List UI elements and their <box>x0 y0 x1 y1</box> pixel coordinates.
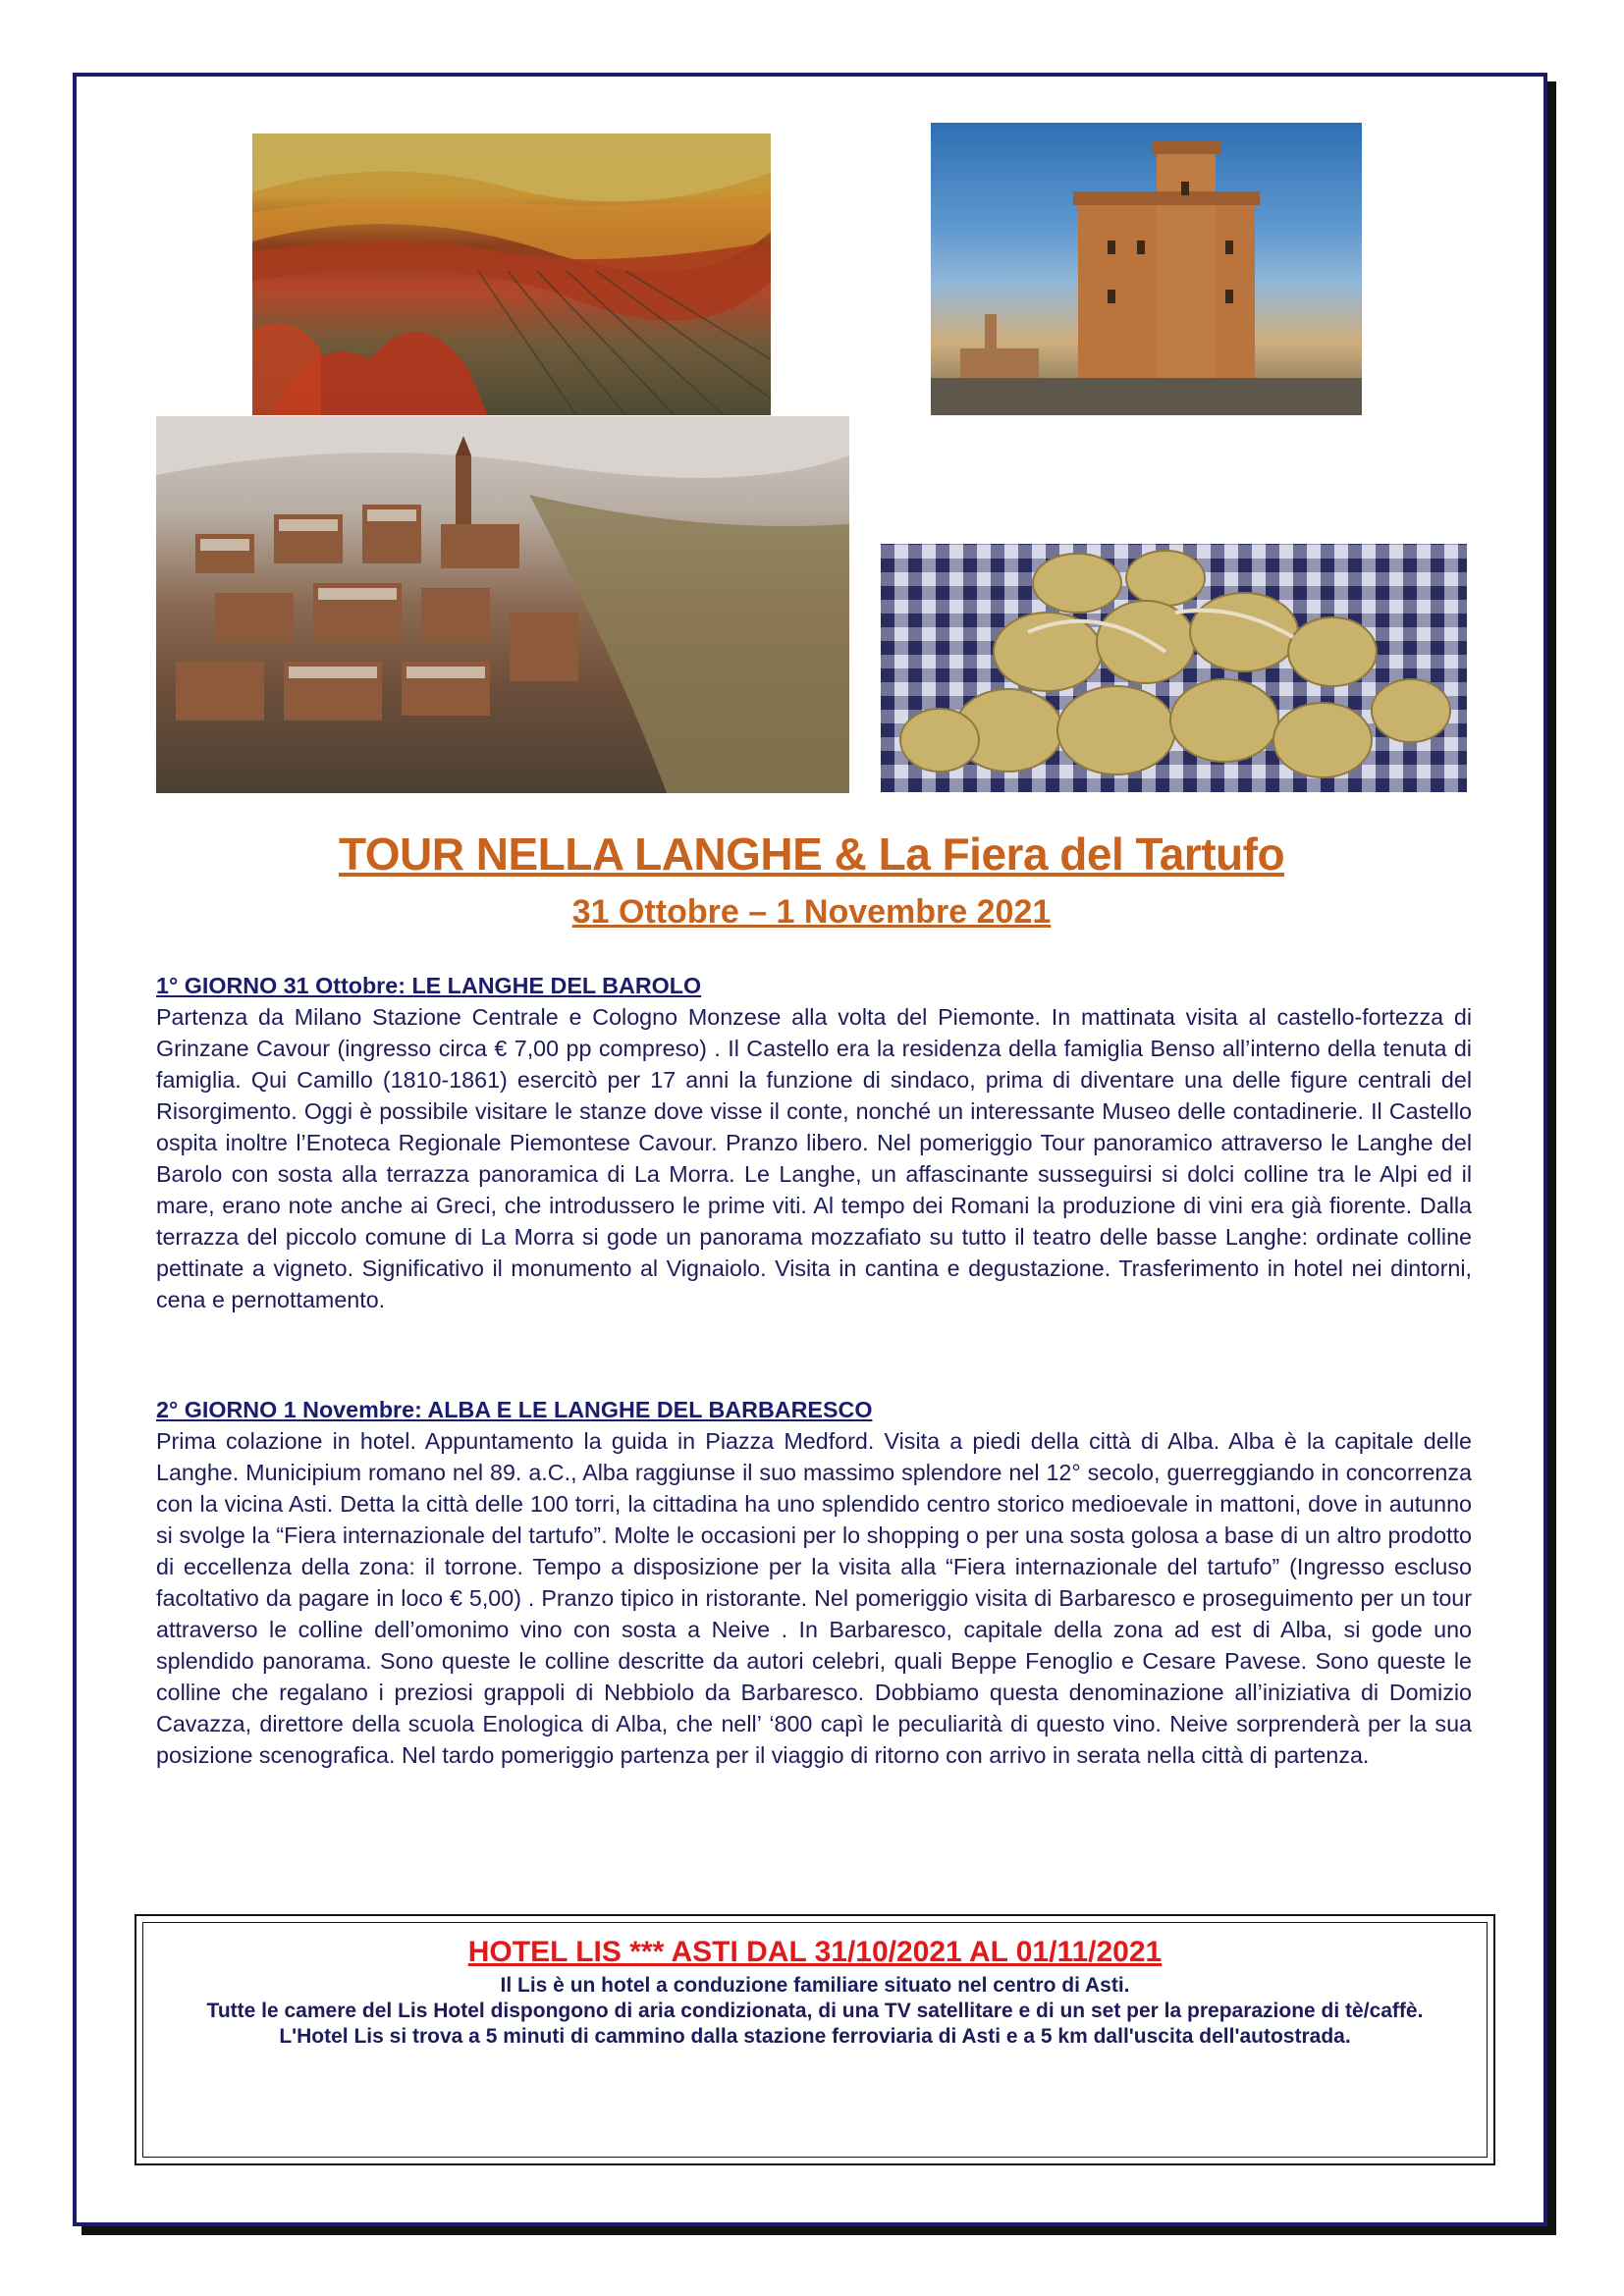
vineyard-photo <box>252 133 771 415</box>
day1-section <box>156 970 1472 1315</box>
day2-body: Prima colazione in hotel. Appuntamento la guida in Piazza Medford. Visita a piedi della città di Alba. Alba è la capitale delle Langhe. Municipium romano nel 89. a.C., Alba raggiunse il suo massimo splendore nel 12° secolo, guerreggiando in concorrenza con la vicina Asti. Detta la città delle 100 torri, la cittadina ha uno splendido centro storico medioevale in mattoni, dove in autunno si svolge la “Fiera internazionale del tartufo”. Molte le occasioni per lo shopping o per una sosta golosa a base di un altro prodotto di eccellenza della zona: il torrone. Tempo a disposizione per la visita alla “Fiera internazionale del tartufo” (Ingresso escluso facoltativo da pagare in loco € 5,00) . Pranzo tipico in ristorante. Nel pomeriggio visita di Barbaresco e proseguimento per un tour attraverso le colline dell’omonimo vino con sosta a Neive . In Barbaresco, capitale della zona ad est di Alba, si gode uno splendido panorama. Sono queste le colline descritte da autori celebri, quali Beppe Fenoglio e Cesare Pavese. Sono queste le colline che regalano i preziosi grappoli di Nebbiolo da Barbaresco. Dobbiamo questa denominazione all’iniziativa di Domizio Cavazza, direttore della scuola Enologica di Alba, che nell’ ‘800 capì le peculiarità di questo vino. Neive sorprenderà per la sua posizione scenografica. Nel tardo pomeriggio partenza per il viaggio di ritorno con arrivo in serata nella città di partenza. <box>156 1428 1472 1768</box>
day2-heading: 2° GIORNO 1 Novembre: ALBA E LE LANGHE DEL BARBARESCO <box>156 1397 873 1422</box>
day1-body: Partenza da Milano Stazione Centrale e Cologno Monzese alla volta del Piemonte. In mattinata visita al castello-fortezza di Grinzane Cavour (ingresso circa € 7,00 pp compreso) . Il Castello era la residenza della famiglia Benso all’interno della tenuta di famiglia. Qui Camillo (1810-1861) esercitò per 17 anni la funzione di sindaco, prima di diventare una delle figure centrali del Risorgimento. Oggi è possibile visitare le stanze dove visse il conte, nonché un interessante Museo delle contadinerie. Il Castello ospita inoltre l’Enoteca Regionale Piemontese Cavour. Pranzo libero. Nel pomeriggio Tour panoramico attraverso le Langhe del Barolo con sosta alla terrazza panoramica di La Morra. Le Langhe, un affascinante susseguirsi si dolci colline tra le Alpi ed il mare, erano note anche ai Greci, che introdussero le prime viti. Al tempo dei Romani la produzione di vini era già fiorente. Dalla terrazza del piccolo comune di La Morra si gode un panorama mozzafiato su tutto il teatro delle basse Langhe: ordinate colline pettinate a vigneto. Significativo il monumento al Vignaiolo. Visita in cantina e degustazione. Trasferimento in hotel nei dintorni, cena e pernottamento. <box>156 1004 1472 1312</box>
hotel-line-2: Tutte le camere del Lis Hotel dispongono di aria condizionata, di una TV satellitare e di un set per la preparazione di tè/caffè. L'Hotel Lis si trova a 5 minuti di cammino dalla stazione ferroviaria di Asti e a 5 km dall'uscita dell'autostrada. <box>206 2000 1424 2048</box>
tour-title: TOUR NELLA LANGHE & La Fiera del Tartufo <box>338 828 1285 880</box>
hotel-line-1: Il Lis è un hotel a conduzione familiare situato nel centro di Asti. <box>500 1974 1130 1997</box>
hotel-title: HOTEL LIS *** ASTI DAL 31/10/2021 AL 01/11/2021 <box>467 1936 1163 1968</box>
hotel-description <box>176 1973 1454 2050</box>
hotel-info-box <box>135 1914 1495 2165</box>
castle-photo <box>931 123 1362 415</box>
truffles-photo <box>881 544 1467 792</box>
day2-section <box>156 1394 1472 1771</box>
tour-dates: 31 Ottobre – 1 Novembre 2021 <box>571 893 1052 931</box>
day1-heading: 1° GIORNO 31 Ottobre: LE LANGHE DEL BAROLO <box>156 973 702 998</box>
town-aerial-photo <box>156 416 849 793</box>
